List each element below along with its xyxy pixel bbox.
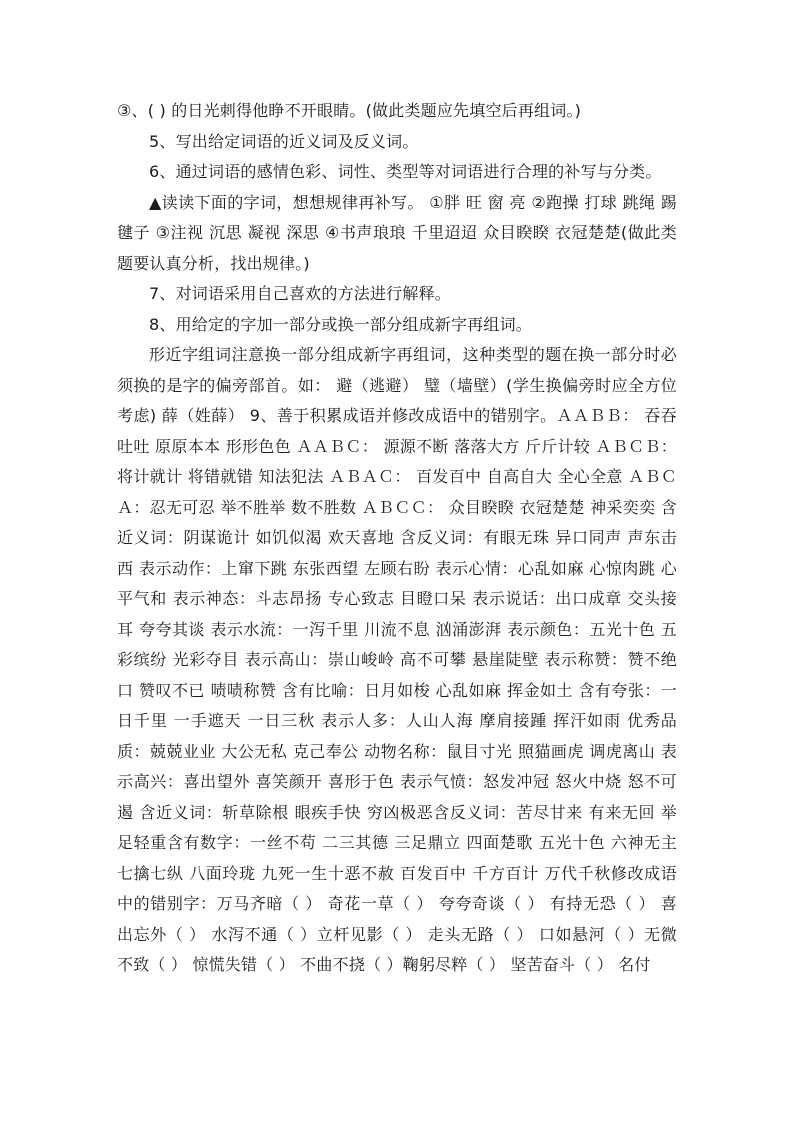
paragraph-item-6-classification: 6、通过词语的感情色彩、词性、类型等对词语进行合理的补写与分类。 [149,162,662,181]
paragraph-item-5-synonyms: 5、写出给定词语的近义词及反义词。 [149,131,419,151]
paragraph-item-3-fill-blank: ③、( ) 的日光刺得他睁不开眼睛。(做此类题应先填空后再组词。) [117,101,582,120]
paragraph-item-8-new-characters: 8、用给定的字加一部分或换一部分组成新字再组词。 [149,314,532,334]
paragraph-idioms: 形近字组词注意换一部分组成新字再组词，这种类型的题在换一部分时必须换的是字的偏旁部首。如： 避（逃避） 璧（墙壁）(学生换偏旁时应全方位考虑) 薛（姓薛） 9、善于积累成语并修改成语中的错别字。ＡＡＢＢ： 吞吞吐吐 原原本本 形形色色 ＡＡＢＣ： 源源不断 落落大方 斤斤计较 ＡＢＣＢ： 将计就计 将错就错 知法犯法 ＡＢＡＣ： 百发百中 自高自大 全心全意 ＡＢＣＡ：忍无可忍 举不胜举 数不胜数 ＡＢＣＣ： 众目睽睽 衣冠楚楚 神采奕奕 含近义词：阴谋诡计 如饥似渴 欢天喜地 含反义词：有眼无珠 异口同声 声东击西 表示动作：上窜下跳 东张西望 左顾右盼 表示心情：心乱如麻 心惊肉跳 心平气和 表示神态：斗志昂扬 专心致志 目瞪口呆 表示说话：出口成章 交头接耳 夸夸其谈 表示水流：一泻千里 川流不息 汹涌澎湃 表示颜色：五光十色 五彩缤纷 光彩夺目 表示高山：崇山峻岭 高不可攀 悬崖陡壁 表示称赞：赞不绝口 赞叹不已 啧啧称赞 含有比喻：日月如梭 心乱如麻 挥金如土 含有夸张：一日千里 一手遮天 一日三秋 表示人多：人山人海 摩肩接踵 挥汗如雨 优秀品质：兢兢业业 大公无私 克己奉公 动物名称：鼠目寸光 照猫画虎 调虎离山 表示高兴：喜出望外 喜笑颜开 喜形于色 表示气愤：怒发冲冠 怒火中烧 怒不可遏 含近义词：斩草除根 眼疾手快 穷凶极恶含反义词：苦尽甘来 有来无回 举足轻重含有数字：一丝不苟 二三其德 三足鼎立 四面楚歌 五光十色 六神无主 七擒七纵 八面玲珑 九死一生十恶不赦 百发百中 千方百计 万代千秋修改成语中的错别字：万马齐暗（ ） 奇花一草（ ） 夸夸奇谈（ ） 有持无恐（ ） 喜出忘外（ ） 水泻不通（ ）立杆见影（ ） 走头无路（ ） 口如悬河（ ）无微不致（ ） 惊慌失错（ ） 不曲不挠（ ）鞠躬尽粹（ ） 坚苦奋斗（ ） 名付 [117,345,677,974]
paragraph-pattern-exercise: ▲读读下面的字词，想想规律再补写。 ①胖 旺 窗 亮 ②跑操 打球 跳绳 踢毽子 ③注视 沉思 凝视 深思 ④书声琅琅 千里迢迢 众目睽睽 衣冠楚楚(做此类题要认真分析，找出规律。) [117,192,677,273]
document-body [117,96,677,981]
paragraph-item-7-explain: 7、对词语采用自己喜欢的方法进行解释。 [149,284,451,303]
